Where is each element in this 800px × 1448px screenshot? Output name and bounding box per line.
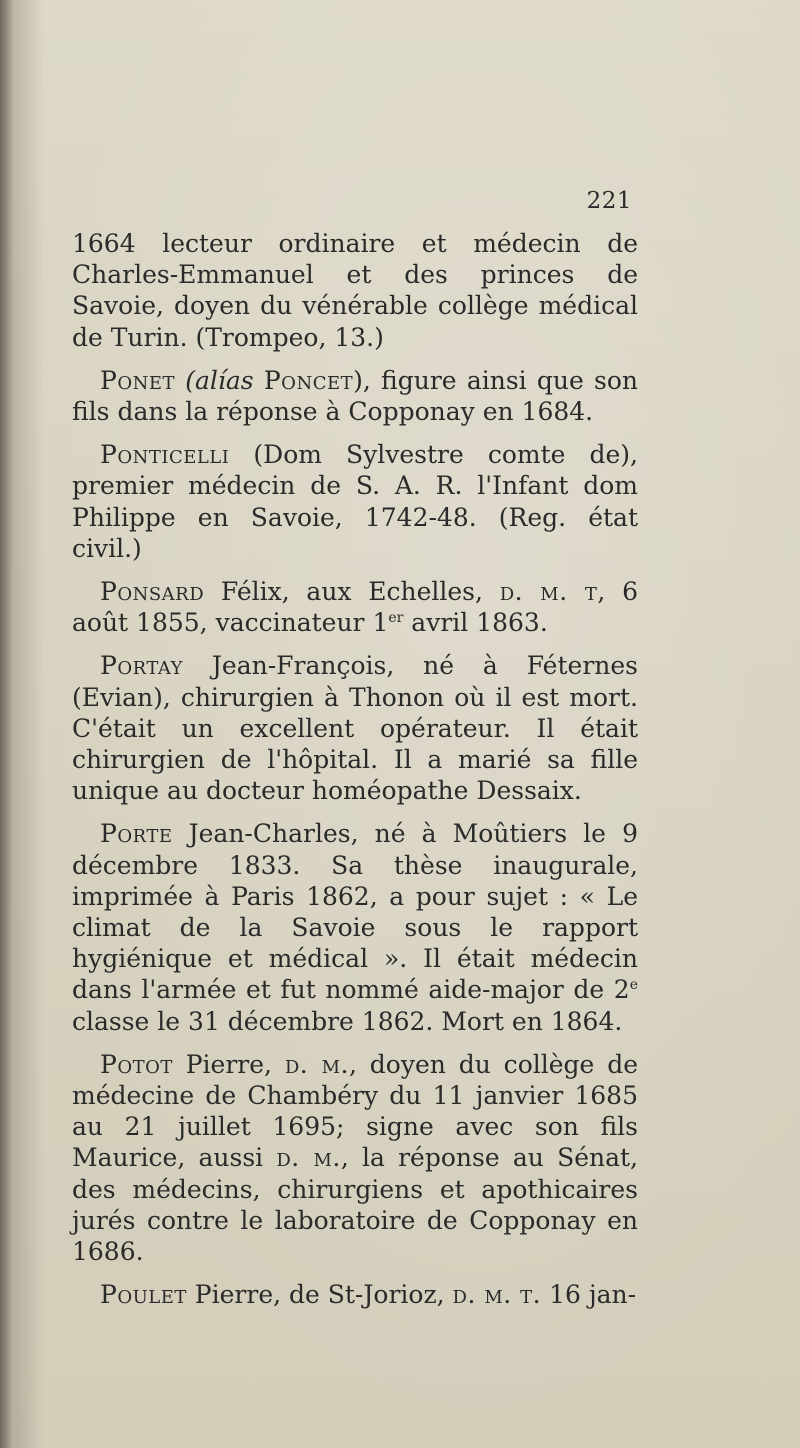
entry-text-middle: , doyen du collège de médecine de Chambéry du 11 janvier 1685 au 21 juillet 1695; signe avec son fils Maurice, aussi xyxy=(72,1049,638,1173)
entry-text: , figure ainsi que son fils dans la réponse à Copponay en 1684. xyxy=(72,365,638,427)
entry-name: Potot xyxy=(100,1049,173,1079)
page-number: 221 xyxy=(586,188,632,214)
entry-name: Porte xyxy=(100,819,173,849)
entry-continuation xyxy=(72,228,638,353)
alias-suffix: ) xyxy=(353,365,363,395)
entry-text-before: Pierre, de St-Jorioz, xyxy=(186,1280,453,1310)
alias-name: Poncet xyxy=(263,365,354,395)
superscript: e xyxy=(629,977,638,994)
degree-abbrev: d. m. t xyxy=(499,577,598,607)
entry-text: (Dom Sylvestre comte de), premier médecin de S. A. R. l'Infant dom Philippe en Savoie, 1742-48. (Reg. état civil.) xyxy=(72,440,638,563)
degree-abbrev: d. m. xyxy=(276,1143,341,1173)
entry-ponet xyxy=(72,365,638,427)
book-binding-edge xyxy=(0,0,14,1448)
entry-name: Poulet xyxy=(100,1280,187,1310)
entry-text: Jean-François, né à Féternes (Evian), chirurgien à Thonon où il est mort. C'était un excellent opérateur. Il était chirurgien de l'hôpital. Il a marié sa fille unique au docteur homéopathe Dessaix. xyxy=(72,651,638,806)
entry-name: Ponticelli xyxy=(100,440,230,470)
superscript: er xyxy=(388,610,404,627)
entry-porte xyxy=(72,818,638,1036)
entry-text-before: Jean-Charles, né à Moûtiers le 9 décembre 1833. Sa thèse inaugurale, imprimée à Paris 1862, a pour sujet : « Le climat de la Savoie sous le rapport hygiénique et médical ». Il était médecin dans l'armée et fut nommé aide-major de 2 xyxy=(72,819,638,1005)
dictionary-text xyxy=(72,228,638,1323)
degree-abbrev: d. m. xyxy=(284,1049,349,1079)
entry-ponticelli xyxy=(72,439,638,564)
entry-poulet xyxy=(72,1279,638,1310)
alias-prefix: (alías xyxy=(185,365,264,395)
entry-text-after: classe le 31 décembre 1862. Mort en 1864. xyxy=(72,1006,623,1036)
entry-portay xyxy=(72,650,638,806)
entry-ponsard xyxy=(72,576,638,638)
entry-text-after: 16 jan- xyxy=(541,1280,637,1310)
entry-text-middle: , 6 août 1855, vaccinateur 1 xyxy=(72,577,638,638)
entry-text-before: Félix, aux Echelles, xyxy=(204,577,500,607)
entry-text: 1664 lecteur ordinaire et médecin de Charles-Emmanuel et des princes de Savoie, doyen du vénérable collège médical de Turin. (Trompeo, 13.) xyxy=(72,229,638,352)
entry-text-after: , la réponse au Sénat, des médecins, chirurgiens et apothicaires jurés contre le laboratoire de Copponay en 1686. xyxy=(72,1143,638,1267)
entry-name: Portay xyxy=(100,651,183,681)
entry-text-before: Pierre, xyxy=(172,1049,285,1079)
entry-name: Ponet xyxy=(100,365,175,395)
degree-abbrev: d. m. t. xyxy=(452,1280,542,1310)
entry-potot xyxy=(72,1049,638,1267)
entry-name: Ponsard xyxy=(100,577,205,607)
entry-text-after: avril 1863. xyxy=(403,608,548,638)
gutter-shadow xyxy=(14,0,44,1448)
